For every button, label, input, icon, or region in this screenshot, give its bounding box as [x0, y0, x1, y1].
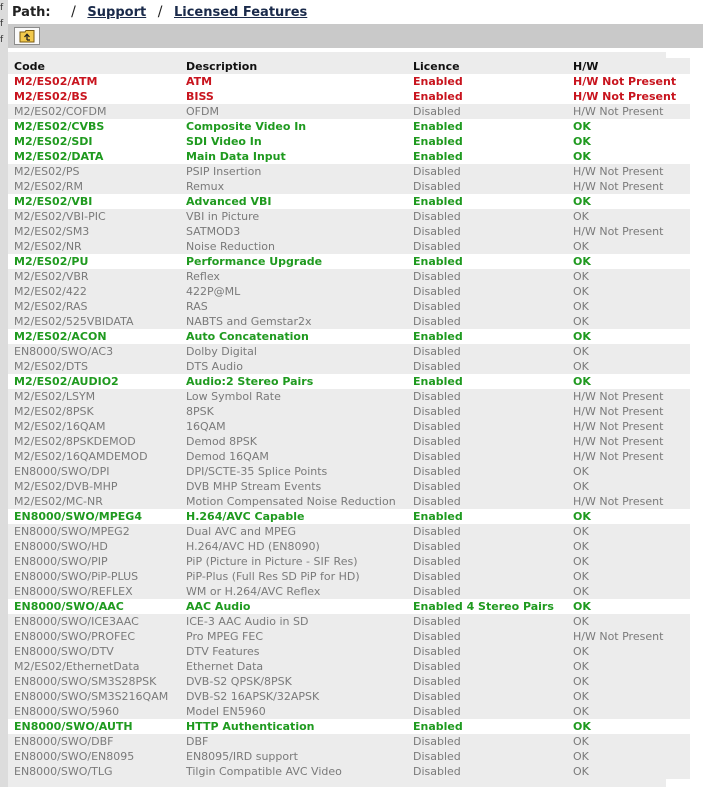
cell-hw: H/W Not Present: [567, 419, 690, 434]
table-header-row: [8, 58, 690, 74]
cell-hw: H/W Not Present: [567, 629, 690, 644]
cell-code: M2/ES02/DTS: [8, 359, 180, 374]
cell-description: Low Symbol Rate: [180, 389, 407, 404]
cell-description: DTS Audio: [180, 359, 407, 374]
cell-licence: Enabled: [407, 374, 567, 389]
cell-description: AAC Audio: [180, 599, 407, 614]
table-row: [8, 689, 690, 704]
cell-code: EN8000/SWO/TLG: [8, 764, 180, 779]
cell-licence: Enabled: [407, 509, 567, 524]
cell-hw: H/W Not Present: [567, 179, 690, 194]
cell-hw: OK: [567, 674, 690, 689]
cell-hw: OK: [567, 209, 690, 224]
cell-licence: Disabled: [407, 269, 567, 284]
cell-code: EN8000/SWO/MPEG2: [8, 524, 180, 539]
cell-hw: H/W Not Present: [567, 494, 690, 509]
cell-hw: OK: [567, 269, 690, 284]
cell-code: M2/ES02/8PSK: [8, 404, 180, 419]
cell-hw: OK: [567, 194, 690, 209]
cell-description: Tilgin Compatible AVC Video: [180, 764, 407, 779]
cell-hw: H/W Not Present: [567, 434, 690, 449]
cell-code: M2/ES02/525VBIDATA: [8, 314, 180, 329]
cell-description: PiP (Picture in Picture - SIF Res): [180, 554, 407, 569]
cell-hw: H/W Not Present: [567, 389, 690, 404]
table-row: [8, 449, 690, 464]
cell-hw: OK: [567, 554, 690, 569]
table-row: [8, 614, 690, 629]
table-row: [8, 479, 690, 494]
cell-code: EN8000/SWO/5960: [8, 704, 180, 719]
cell-hw: H/W Not Present: [567, 404, 690, 419]
cell-description: RAS: [180, 299, 407, 314]
cell-hw: OK: [567, 239, 690, 254]
cell-licence: Disabled: [407, 524, 567, 539]
cell-description: Model EN5960: [180, 704, 407, 719]
table-row: [8, 434, 690, 449]
cell-code: M2/ES02/DATA: [8, 149, 180, 164]
cell-hw: OK: [567, 614, 690, 629]
table-row: [8, 104, 690, 119]
cell-code: M2/ES02/ATM: [8, 74, 180, 89]
table-row: [8, 74, 690, 89]
cell-hw: OK: [567, 479, 690, 494]
cell-licence: Disabled: [407, 449, 567, 464]
cell-description: Demod 8PSK: [180, 434, 407, 449]
cell-description: Performance Upgrade: [180, 254, 407, 269]
cell-code: M2/ES02/ACON: [8, 329, 180, 344]
table-row: [8, 404, 690, 419]
cell-licence: Disabled: [407, 494, 567, 509]
cell-code: M2/ES02/NR: [8, 239, 180, 254]
cell-description: Pro MPEG FEC: [180, 629, 407, 644]
table-row: [8, 659, 690, 674]
breadcrumb-licensed-features-link[interactable]: Licensed Features: [173, 5, 308, 20]
table-row: [8, 584, 690, 599]
cell-code: EN8000/SWO/DBF: [8, 734, 180, 749]
cell-description: DTV Features: [180, 644, 407, 659]
cell-code: M2/ES02/16QAMDEMOD: [8, 449, 180, 464]
cell-code: EN8000/SWO/MPEG4: [8, 509, 180, 524]
cell-code: EN8000/SWO/ICE3AAC: [8, 614, 180, 629]
table-row: [8, 269, 690, 284]
cell-hw: H/W Not Present: [567, 449, 690, 464]
cell-licence: Enabled: [407, 149, 567, 164]
cell-hw: OK: [567, 524, 690, 539]
licensed-features-panel: [8, 52, 677, 787]
cell-description: Motion Compensated Noise Reduction: [180, 494, 407, 509]
cell-code: EN8000/SWO/SM3S216QAM: [8, 689, 180, 704]
cell-licence: Enabled: [407, 74, 567, 89]
cell-description: Remux: [180, 179, 407, 194]
cell-hw: H/W Not Present: [567, 164, 690, 179]
cell-code: M2/ES02/RAS: [8, 299, 180, 314]
cell-code: M2/ES02/DVB-MHP: [8, 479, 180, 494]
cell-hw: OK: [567, 734, 690, 749]
cell-licence: Enabled: [407, 119, 567, 134]
cell-description: WM or H.264/AVC Reflex: [180, 584, 407, 599]
cell-hw: OK: [567, 659, 690, 674]
cell-licence: Disabled: [407, 764, 567, 779]
table-row: [8, 734, 690, 749]
cell-licence: Disabled: [407, 569, 567, 584]
licensed-features-table: [8, 58, 690, 779]
cell-description: Composite Video In: [180, 119, 407, 134]
table-row: [8, 254, 690, 269]
cell-code: EN8000/SWO/AUTH: [8, 719, 180, 734]
cell-code: EN8000/SWO/PIP: [8, 554, 180, 569]
cell-licence: Disabled: [407, 659, 567, 674]
cell-licence: Disabled: [407, 209, 567, 224]
cell-hw: H/W Not Present: [567, 224, 690, 239]
edge-glyph: f: [0, 19, 4, 29]
cell-code: M2/ES02/422: [8, 284, 180, 299]
cell-code: M2/ES02/PU: [8, 254, 180, 269]
cell-licence: Disabled: [407, 179, 567, 194]
cell-description: Main Data Input: [180, 149, 407, 164]
cell-hw: H/W Not Present: [567, 104, 690, 119]
cell-description: BISS: [180, 89, 407, 104]
cell-hw: H/W Not Present: [567, 74, 690, 89]
cell-description: OFDM: [180, 104, 407, 119]
table-row: [8, 764, 690, 779]
breadcrumb-separator: /: [71, 4, 76, 20]
cell-code: M2/ES02/8PSKDEMOD: [8, 434, 180, 449]
table-row: [8, 674, 690, 689]
cell-code: M2/ES02/LSYM: [8, 389, 180, 404]
table-row: [8, 524, 690, 539]
cell-description: Advanced VBI: [180, 194, 407, 209]
table-row: [8, 209, 690, 224]
cell-description: Noise Reduction: [180, 239, 407, 254]
cell-code: EN8000/SWO/SM3S28PSK: [8, 674, 180, 689]
table-row: [8, 374, 690, 389]
edge-glyph: f: [0, 3, 4, 13]
cell-licence: Disabled: [407, 164, 567, 179]
cell-code: M2/ES02/RM: [8, 179, 180, 194]
cell-licence: Disabled: [407, 629, 567, 644]
cell-hw: OK: [567, 374, 690, 389]
cell-hw: OK: [567, 584, 690, 599]
cell-code: M2/ES02/VBI-PIC: [8, 209, 180, 224]
cell-hw: OK: [567, 299, 690, 314]
cell-licence: Disabled: [407, 224, 567, 239]
table-row: [8, 314, 690, 329]
table-row: [8, 494, 690, 509]
cell-hw: OK: [567, 704, 690, 719]
cell-code: M2/ES02/SM3: [8, 224, 180, 239]
cell-code: M2/ES02/MC-NR: [8, 494, 180, 509]
table-row: [8, 284, 690, 299]
cell-licence: Enabled: [407, 719, 567, 734]
table-row: [8, 164, 690, 179]
cell-code: M2/ES02/AUDIO2: [8, 374, 180, 389]
cell-hw: OK: [567, 599, 690, 614]
cell-code: M2/ES02/VBR: [8, 269, 180, 284]
cell-code: M2/ES02/CVBS: [8, 119, 180, 134]
cell-licence: Disabled: [407, 464, 567, 479]
cell-description: H.264/AVC HD (EN8090): [180, 539, 407, 554]
cell-hw: OK: [567, 134, 690, 149]
cell-description: DPI/SCTE-35 Splice Points: [180, 464, 407, 479]
cell-licence: Disabled: [407, 104, 567, 119]
cell-description: ICE-3 AAC Audio in SD: [180, 614, 407, 629]
cell-hw: OK: [567, 749, 690, 764]
cell-hw: OK: [567, 254, 690, 269]
cell-code: EN8000/SWO/PROFEC: [8, 629, 180, 644]
table-row: [8, 419, 690, 434]
cell-hw: OK: [567, 314, 690, 329]
cell-code: EN8000/SWO/HD: [8, 539, 180, 554]
cell-licence: Disabled: [407, 734, 567, 749]
cell-description: HTTP Authentication: [180, 719, 407, 734]
cell-code: M2/ES02/SDI: [8, 134, 180, 149]
cell-code: EN8000/SWO/DPI: [8, 464, 180, 479]
cell-description: Audio:2 Stereo Pairs: [180, 374, 407, 389]
column-header-hw: H/W: [567, 58, 690, 74]
table-row: [8, 719, 690, 734]
path-label: Path:: [12, 5, 51, 20]
table-row: [8, 329, 690, 344]
table-row: [8, 89, 690, 104]
cell-licence: Enabled: [407, 254, 567, 269]
cell-licence: Disabled: [407, 419, 567, 434]
cell-description: Auto Concatenation: [180, 329, 407, 344]
cell-licence: Disabled: [407, 359, 567, 374]
column-header-licence: Licence: [407, 58, 567, 74]
cell-description: Reflex: [180, 269, 407, 284]
cell-description: 16QAM: [180, 419, 407, 434]
cell-licence: Disabled: [407, 299, 567, 314]
cell-licence: Disabled: [407, 284, 567, 299]
cell-description: H.264/AVC Capable: [180, 509, 407, 524]
cell-code: M2/ES02/PS: [8, 164, 180, 179]
cell-hw: OK: [567, 509, 690, 524]
table-row: [8, 569, 690, 584]
toolbar: [8, 24, 703, 48]
cell-code: M2/ES02/EthernetData: [8, 659, 180, 674]
cell-hw: OK: [567, 764, 690, 779]
column-header-code: Code: [8, 58, 180, 74]
cell-hw: OK: [567, 149, 690, 164]
table-row: [8, 539, 690, 554]
cell-licence: Disabled: [407, 554, 567, 569]
cell-licence: Enabled 4 Stereo Pairs: [407, 599, 567, 614]
cell-hw: OK: [567, 464, 690, 479]
cell-description: ATM: [180, 74, 407, 89]
table-row: [8, 344, 690, 359]
table-row: [8, 704, 690, 719]
cell-hw: OK: [567, 719, 690, 734]
cell-licence: Disabled: [407, 539, 567, 554]
cell-hw: OK: [567, 329, 690, 344]
cell-description: DVB-S2 16APSK/32APSK: [180, 689, 407, 704]
left-edge-glyphs: [0, 0, 8, 48]
cell-description: Dual AVC and MPEG: [180, 524, 407, 539]
cell-licence: Disabled: [407, 704, 567, 719]
cell-code: M2/ES02/COFDM: [8, 104, 180, 119]
cell-licence: Enabled: [407, 89, 567, 104]
table-row: [8, 629, 690, 644]
cell-code: EN8000/SWO/EN8095: [8, 749, 180, 764]
cell-licence: Disabled: [407, 689, 567, 704]
cell-licence: Disabled: [407, 314, 567, 329]
table-row: [8, 299, 690, 314]
cell-licence: Enabled: [407, 134, 567, 149]
cell-hw: OK: [567, 119, 690, 134]
cell-licence: Disabled: [407, 644, 567, 659]
breadcrumb-support-link[interactable]: Support: [87, 5, 147, 20]
cell-licence: Disabled: [407, 434, 567, 449]
cell-code: M2/ES02/VBI: [8, 194, 180, 209]
cell-description: PiP-Plus (Full Res SD PiP for HD): [180, 569, 407, 584]
cell-description: NABTS and Gemstar2x: [180, 314, 407, 329]
cell-licence: Disabled: [407, 674, 567, 689]
cell-licence: Enabled: [407, 194, 567, 209]
table-row: [8, 389, 690, 404]
cell-licence: Disabled: [407, 404, 567, 419]
cell-description: DVB MHP Stream Events: [180, 479, 407, 494]
cell-hw: H/W Not Present: [567, 89, 690, 104]
cell-code: EN8000/SWO/AAC: [8, 599, 180, 614]
cell-hw: OK: [567, 569, 690, 584]
up-folder-button[interactable]: [14, 27, 40, 45]
table-row: [8, 134, 690, 149]
table-row: [8, 464, 690, 479]
cell-licence: Disabled: [407, 344, 567, 359]
table-row: [8, 179, 690, 194]
table-row: [8, 554, 690, 569]
cell-licence: Disabled: [407, 584, 567, 599]
cell-licence: Disabled: [407, 389, 567, 404]
table-row: [8, 644, 690, 659]
cell-description: Ethernet Data: [180, 659, 407, 674]
cell-description: PSIP Insertion: [180, 164, 407, 179]
cell-hw: OK: [567, 284, 690, 299]
cell-description: VBI in Picture: [180, 209, 407, 224]
cell-hw: OK: [567, 539, 690, 554]
cell-description: SDI Video In: [180, 134, 407, 149]
table-row: [8, 359, 690, 374]
table-row: [8, 509, 690, 524]
cell-licence: Disabled: [407, 614, 567, 629]
cell-description: Dolby Digital: [180, 344, 407, 359]
cell-licence: Disabled: [407, 479, 567, 494]
cell-licence: Disabled: [407, 749, 567, 764]
breadcrumb: [12, 4, 307, 22]
table-row: [8, 224, 690, 239]
cell-description: 8PSK: [180, 404, 407, 419]
cell-code: EN8000/SWO/PiP-PLUS: [8, 569, 180, 584]
table-row: [8, 239, 690, 254]
table-row: [8, 194, 690, 209]
cell-code: M2/ES02/BS: [8, 89, 180, 104]
cell-hw: OK: [567, 344, 690, 359]
cell-hw: OK: [567, 644, 690, 659]
cell-description: Demod 16QAM: [180, 449, 407, 464]
table-row: [8, 119, 690, 134]
cell-description: 422P@ML: [180, 284, 407, 299]
cell-description: EN8095/IRD support: [180, 749, 407, 764]
table-row: [8, 599, 690, 614]
cell-licence: Disabled: [407, 239, 567, 254]
column-header-description: Description: [180, 58, 407, 74]
breadcrumb-separator: /: [157, 4, 163, 20]
cell-code: EN8000/SWO/DTV: [8, 644, 180, 659]
cell-code: EN8000/SWO/REFLEX: [8, 584, 180, 599]
table-row: [8, 749, 690, 764]
cell-hw: OK: [567, 359, 690, 374]
cell-description: SATMOD3: [180, 224, 407, 239]
edge-glyph: f: [0, 35, 4, 45]
licensed-features-page: [8, 0, 703, 787]
cell-licence: Enabled: [407, 329, 567, 344]
cell-code: M2/ES02/16QAM: [8, 419, 180, 434]
cell-description: DBF: [180, 734, 407, 749]
cell-hw: OK: [567, 689, 690, 704]
cell-description: DVB-S2 QPSK/8PSK: [180, 674, 407, 689]
table-row: [8, 149, 690, 164]
cell-code: EN8000/SWO/AC3: [8, 344, 180, 359]
